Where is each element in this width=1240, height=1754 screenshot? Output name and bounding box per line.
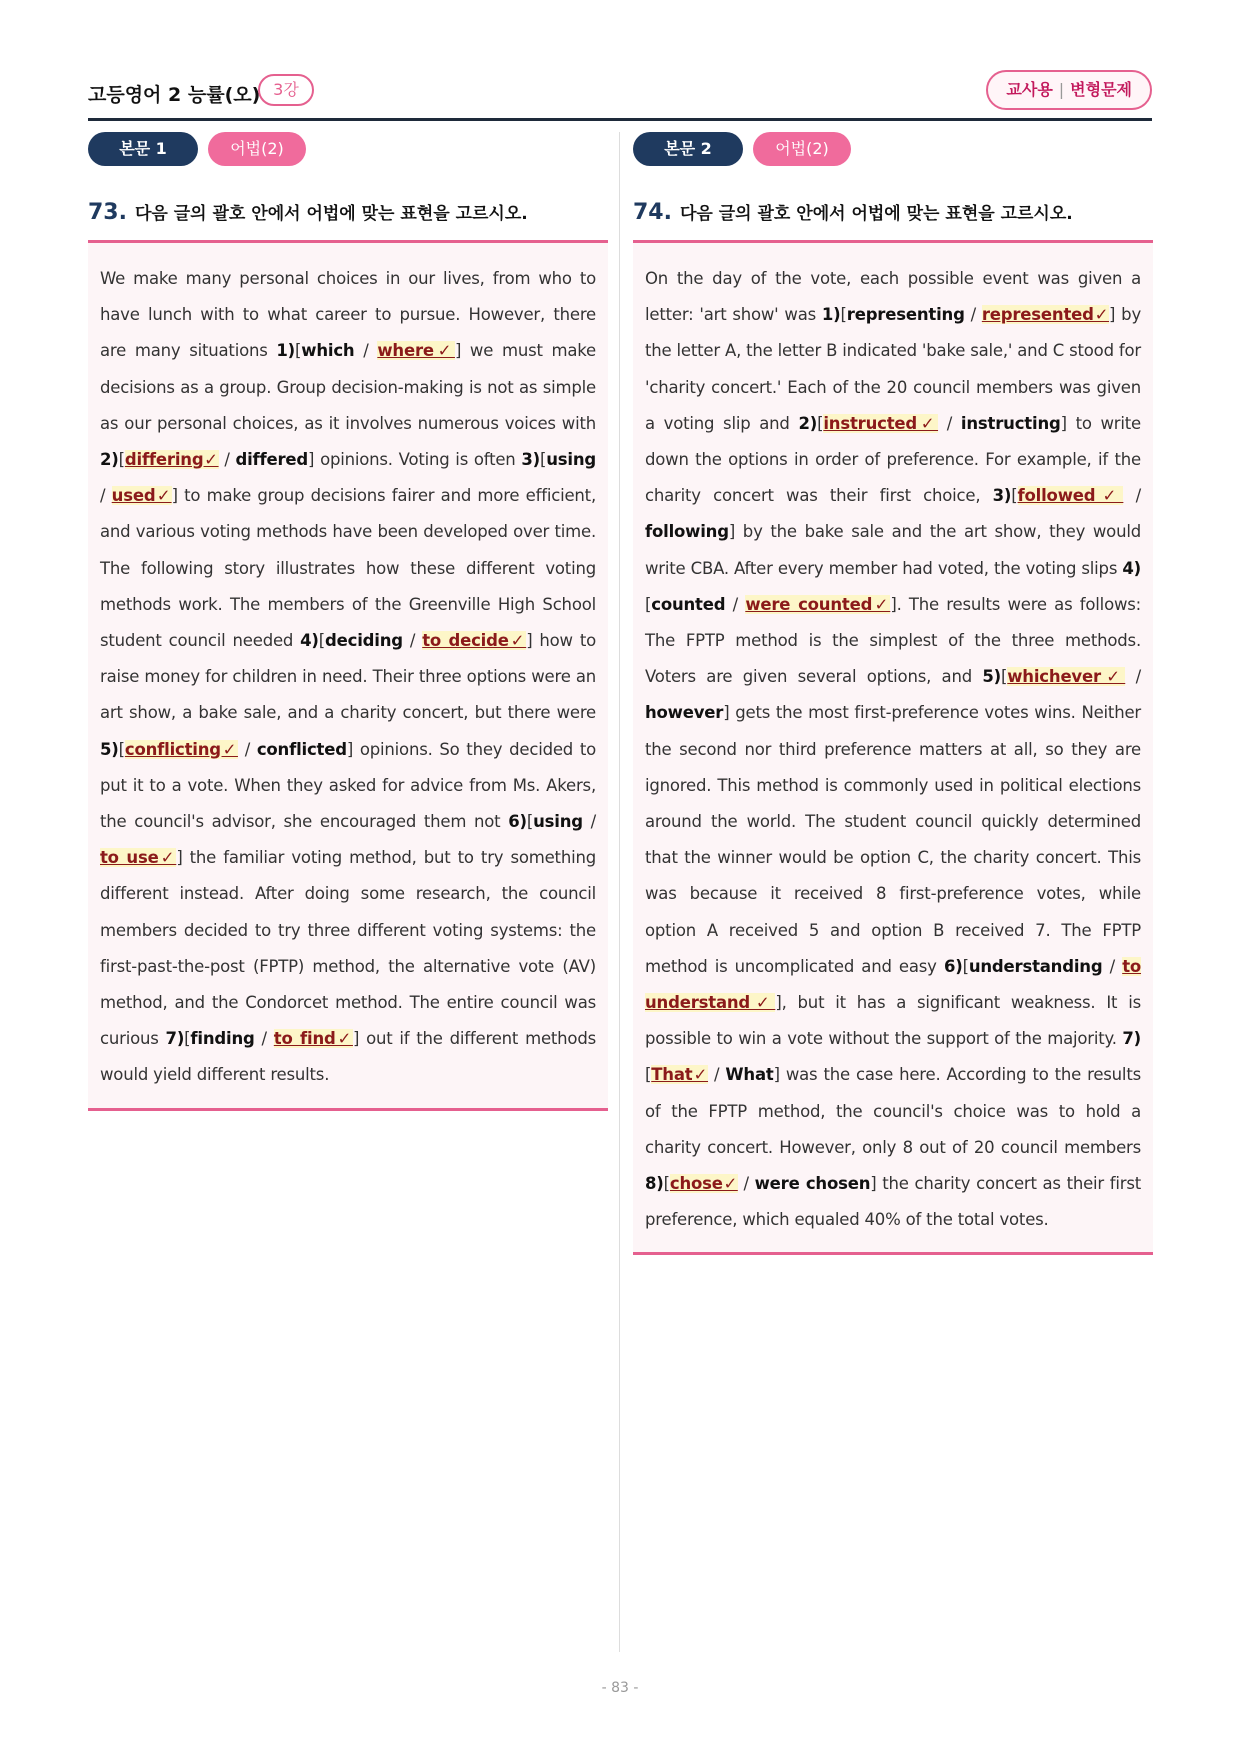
correct-answer: to use✓: [100, 848, 177, 868]
item-number: 2): [100, 450, 119, 470]
page-header: [88, 74, 1152, 118]
section-pills: [633, 132, 1153, 168]
choice-option: representing: [846, 305, 965, 325]
question-number: 74.: [633, 200, 672, 225]
category-badge: 어법(2): [208, 132, 306, 166]
item-number: 2): [798, 413, 818, 433]
choice-option: using: [546, 450, 597, 470]
correct-answer: followed✓: [1017, 486, 1124, 506]
choice-option: differed: [235, 450, 309, 470]
choice-option: conflicted: [256, 739, 347, 759]
correct-answer: instructed✓: [823, 413, 939, 433]
choice-option: were chosen: [754, 1174, 871, 1194]
item-number: 1): [821, 305, 841, 325]
item-number: 1): [276, 341, 296, 361]
item-number: 5): [982, 667, 1002, 687]
lesson-badge: 3강: [258, 74, 314, 106]
passage-box: [88, 240, 608, 1111]
choice-option: instructing: [960, 413, 1061, 433]
correct-answer: differing✓: [124, 450, 219, 470]
question-text: 다음 글의 괄호 안에서 어법에 맞는 표현을 고르시오.: [679, 204, 1073, 224]
correct-answer: whichever✓: [1007, 667, 1126, 687]
teacher-tag: [986, 70, 1152, 110]
correct-answer: to find✓: [273, 1029, 353, 1049]
choice-option: following: [645, 522, 729, 542]
correct-answer: to understand✓: [645, 956, 1142, 1013]
choice-option: using: [533, 812, 583, 832]
right-column: [633, 132, 1153, 1255]
item-number: 3): [992, 486, 1012, 506]
choice-option: which: [301, 341, 355, 361]
left-column: [88, 132, 608, 1111]
question-heading: [88, 198, 608, 228]
tag-variant-label: 변형문제: [1070, 80, 1132, 99]
item-number: 5): [100, 739, 119, 759]
correct-answer: to decide✓: [422, 631, 527, 651]
choice-option: understanding: [968, 956, 1103, 976]
question-heading: [633, 198, 1153, 228]
item-number: 3): [521, 450, 540, 470]
item-number: 7): [1122, 1029, 1141, 1049]
page-number: - 83 -: [601, 1680, 639, 1696]
correct-answer: represented✓: [981, 305, 1110, 325]
choice-option: What: [725, 1065, 774, 1085]
item-number: 8): [645, 1174, 664, 1194]
category-badge: 어법(2): [753, 132, 851, 166]
item-number: 6): [508, 812, 527, 832]
item-number: 6): [943, 956, 963, 976]
column-divider: [619, 132, 620, 1652]
passage-badge: 본문 1: [88, 132, 198, 166]
correct-answer: were counted✓: [745, 594, 891, 614]
section-pills: [88, 132, 608, 168]
passage-badge: 본문 2: [633, 132, 743, 166]
choice-option: deciding: [325, 631, 403, 651]
question-text: 다음 글의 괄호 안에서 어법에 맞는 표현을 고르시오.: [134, 204, 528, 224]
tag-teacher-label: 교사용: [1006, 80, 1053, 99]
header-rule: [88, 118, 1152, 121]
item-number: 4): [1122, 558, 1141, 578]
choice-option: however: [645, 703, 724, 723]
item-number: 4): [300, 631, 319, 651]
passage-text: We make many personal choices in our lives, from who to have lunch with to what career to pursue. However, there are many situations 1)[which / where✓] we must make decisions as a group. Group decision-making is not as simple as our personal choices, as it involves numerous voices with 2)[differing✓ / differed] opinions. Voting is often 3)[using / used✓] to make group decisions fairer and more efficient, and various voting methods have been developed over time. The following story illustrates how these different voting methods work. The members of the Greenville High School student council needed 4)[deciding / to decide✓] how to raise money for children in need. Their three options were an art show, a bake sale, and a charity concert, but there were 5)[conflicting✓ / conflicted] opinions. So they decided to put it to a vote. When they asked for advice from Ms. Akers, the council's advisor, she encouraged them not 6)[using / to use✓] the familiar voting method, but to try something different instead. After doing some research, the council members decided to try three different voting systems: the first-past-the-post (FPTP) method, the alternative vote (AV) method, and the Condorcet method. The entire council was curious 7)[finding / to find✓] out if the different methods would yield different results.: [100, 269, 597, 1085]
passage-text: On the day of the vote, each possible event was given a letter: 'art show' was 1)[representing / represented✓] by the letter A, the letter B indicated 'bake sale,' and C stood for 'charity concert.' Each of the 20 council members was given a voting slip and 2)[instructed✓ / instructing] to write down the options in order of preference. For example, if the charity concert was their first choice, 3)[followed✓ / following] by the bake sale and the art show, they would write CBA. After every member had voted, the voting slips 4)[counted / were counted✓]. The results were as follows: The FPTP method is the simplest of the three methods. Voters are given several options, and 5)[whichever✓ / however] gets the most first-preference votes wins. Neither the second nor third preference matters at all, so they are ignored. This method is commonly used in political elections around the world. The student council quickly determined that the winner would be option C, the charity concert. This was because it received 8 first-preference votes, while option A received 5 and option B received 7. The FPTP method is uncomplicated and easy 6)[understanding / to understand✓], but it has a significant weakness. It is possible to win a vote without the support of the majority. 7)[That✓ / What] was the case here. According to the results of the FPTP method, the council's choice was to hold a charity concert. However, only 8 out of 20 council members 8)[chose✓ / were chosen] the charity concert as their first preference, which equaled 40% of the total votes.: [645, 269, 1142, 1230]
correct-answer: used✓: [111, 486, 172, 506]
correct-answer: That✓: [651, 1065, 709, 1085]
book-title: 고등영어 2 능률(오): [88, 84, 261, 106]
item-number: 7): [165, 1029, 185, 1049]
passage-box: [633, 240, 1153, 1255]
correct-answer: chose✓: [669, 1174, 738, 1194]
question-number: 73.: [88, 200, 127, 225]
tag-separator: |: [1058, 80, 1065, 99]
correct-answer: where✓: [377, 341, 455, 361]
choice-option: counted: [651, 594, 726, 614]
correct-answer: conflicting✓: [124, 739, 238, 759]
choice-option: finding: [190, 1029, 255, 1049]
